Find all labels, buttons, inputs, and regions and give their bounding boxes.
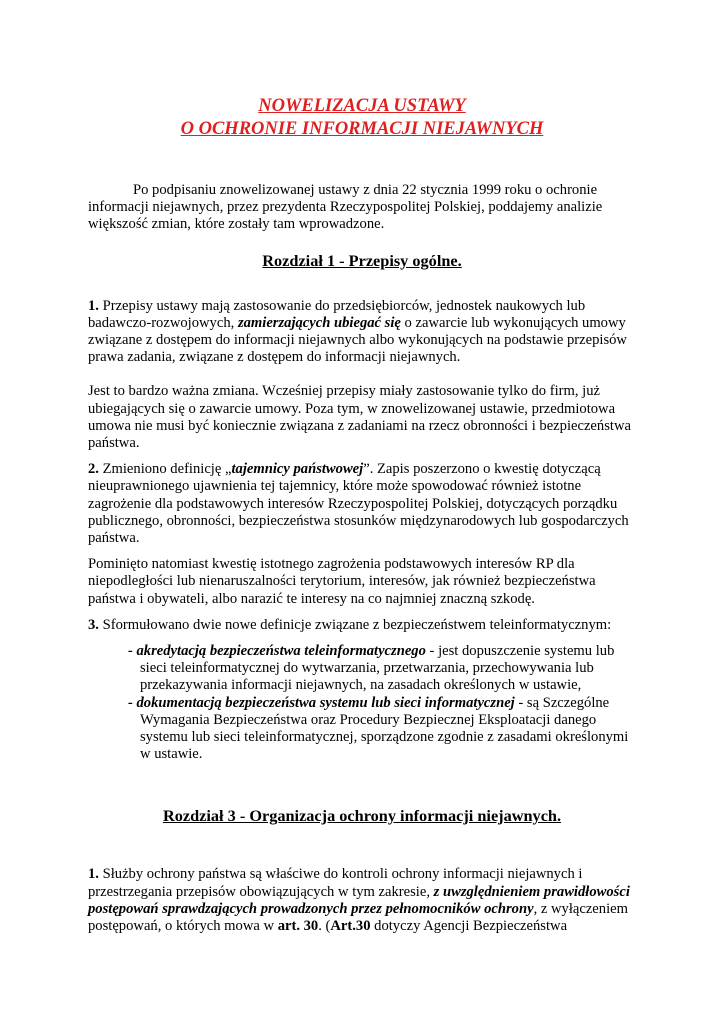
- emphasis: tajemnicy państwowej: [231, 461, 364, 478]
- chapter-1-heading: Rozdział 1 - Przepisy ogólne.: [262, 250, 462, 270]
- paragraph-number: 1.: [88, 866, 99, 883]
- chapter-1-paragraph-1: 1. Przepisy ustawy mają zastosowanie do przedsiębiorców, jednostek naukowych lub badawczo-rozwojowych, zamierzających ubiegać się o zawarcie lub wykonujących umowy związane z dostępem do informacji niejawnych albo wykonujących na podstawie przepisów prawa zadania, związane z dostępem do informacji niejawnych.: [88, 297, 627, 366]
- paragraph-number: 1.: [88, 297, 99, 314]
- article-reference: Art.30: [330, 918, 371, 935]
- definition-term: - dokumentacją bezpieczeństwa systemu lub sieci informatycznej: [128, 694, 515, 711]
- emphasis: z uwzględnieniem prawidłowości postępowań sprawdzających prowadzonych przez pełnomocników ochrony: [88, 883, 630, 917]
- document-content: [88, 95, 636, 935]
- title-line-1: NOWELIZACJA USTAWY: [258, 96, 466, 116]
- paragraph-number: 2.: [88, 461, 99, 478]
- definition-item: - dokumentacją bezpieczeństwa systemu lub sieci informatycznej - są Szczególne Wymagania Bezpieczeństwa oraz Procedury Bezpiecznej Eksploatacji danego systemu lub sieci teleinformatycznej, sporządzone zgodnie z zasadami określonymi w ustawie.: [128, 694, 629, 763]
- definition-term: - akredytacją bezpieczeństwa teleinformatycznego: [128, 643, 426, 660]
- paragraph-number: 3.: [88, 616, 99, 633]
- chapter-1-paragraph-3: 2. Zmieniono definicję „tajemnicy państwowej”. Zapis poszerzono o kwestię dotyczącą nieuprawnionego ujawnienia tej tajemnicy, które może spowodować również istotne zagrożenie dla podstawowych interesów Rzeczypospolitej Polskiej, dotyczących porządku publicznego, obronności, bezpieczeństwa stosunków międzynarodowych lub gospodarczych państwa.: [88, 461, 629, 547]
- article-reference: art. 30: [277, 918, 319, 935]
- chapter-3-paragraph-1: 1. Służby ochrony państwa są właściwe do kontroli ochrony informacji niejawnych i przestrzegania przepisów obowiązujących w tym zakresie, z uwzględnieniem prawidłowości postępowań sprawdzających prowadzonych przez pełnomocników ochrony, z wyłączeniem postępowań, o których mowa w art. 30. (Art.30 dotyczy Agencji Bezpieczeństwa: [88, 866, 630, 935]
- emphasis: zamierzających ubiegać się: [237, 314, 401, 331]
- document-title: [88, 95, 636, 141]
- definition-item: - akredytacją bezpieczeństwa teleinformatycznego - jest dopuszczenie systemu lub sieci teleinformatycznej do wytwarzania, przetwarzania, przechowywania lub przekazywania informacji niejawnych, na zasadach określonych w ustawie,: [128, 643, 615, 694]
- chapter-1-paragraph-4: Pominięto natomiast kwestię istotnego zagrożenia podstawowych interesów RP dla niepodległości lub nienaruszalności terytorium, interesów, jak również bezpieczeństwa państwa i obywateli, albo narazić te interesy na co najmniej znaczną szkodę.: [88, 556, 596, 607]
- title-line-2: O OCHRONIE INFORMACJI NIEJAWNYCH: [180, 119, 544, 139]
- definitions-list: [88, 643, 636, 763]
- chapter-1-paragraph-2: Jest to bardzo ważna zmiana. Wcześniej przepisy miały zastosowanie tylko do firm, już ubiegających się o zawarcie umowy. Poza tym, w znowelizowanej ustawie, przedmiotowa umowa nie musi być koniecznie związana z zadaniami na rzecz obronności i bezpieczeństwa państwa.: [88, 383, 631, 452]
- chapter-1-paragraph-5: 3. Sformułowano dwie nowe definicje związane z bezpieczeństwem teleinformatycznym:: [88, 616, 612, 633]
- intro-paragraph: Po podpisaniu znowelizowanej ustawy z dnia 22 stycznia 1999 roku o ochronie informacji niejawnych, przez prezydenta Rzeczypospolitej Polskiej, poddajemy analizie większość zmian, które zostały tam wprowadzone.: [88, 182, 603, 233]
- chapter-3-heading: Rozdział 3 - Organizacja ochrony informacji niejawnych.: [162, 806, 562, 826]
